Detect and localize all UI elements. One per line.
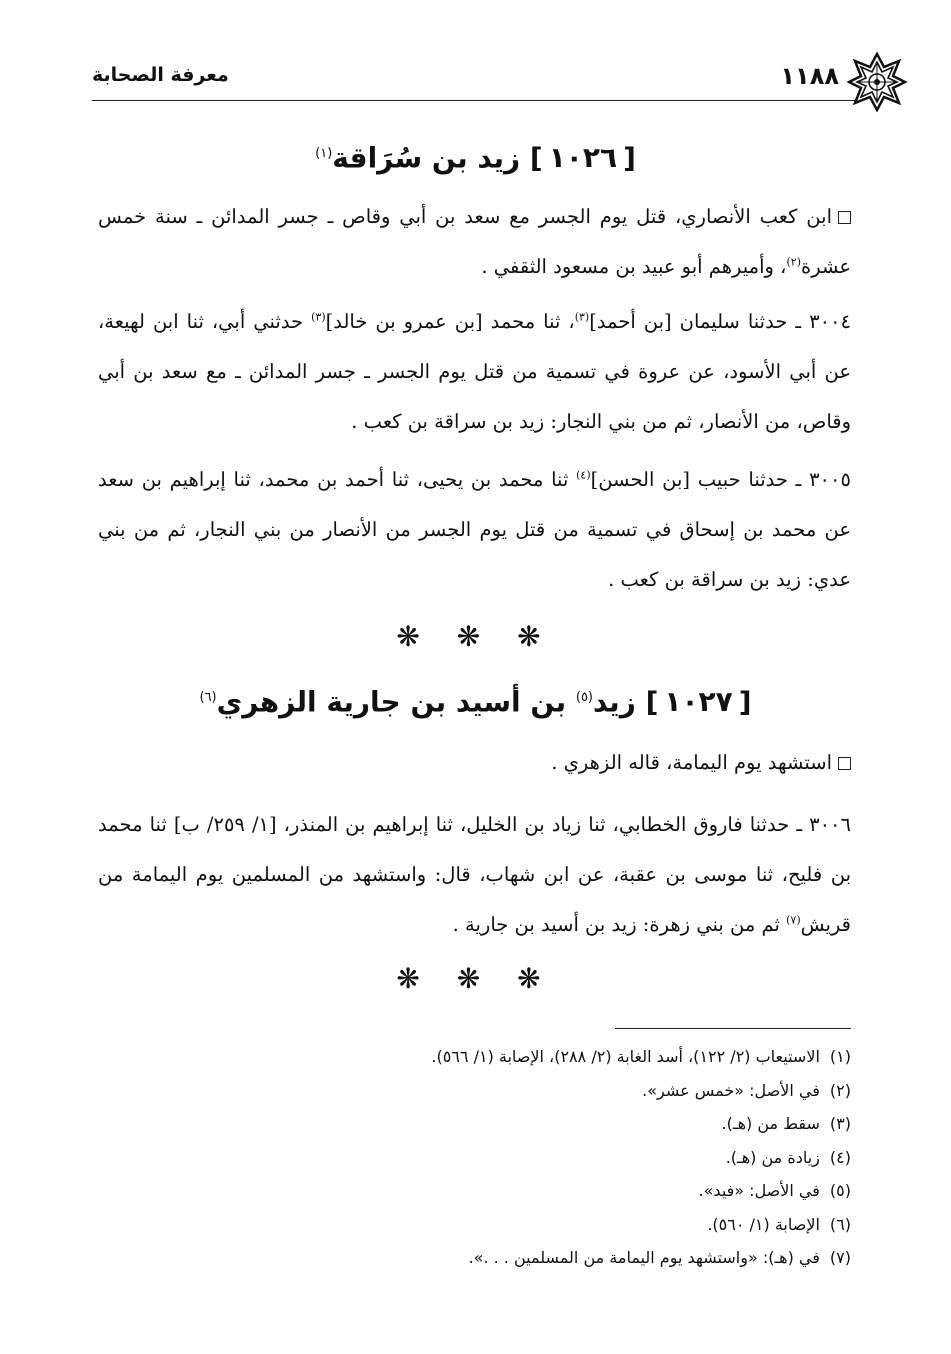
footnote-ref: (١) bbox=[315, 146, 333, 161]
footnote-ref: (٧) bbox=[786, 913, 801, 927]
running-title: معرفة الصحابة bbox=[92, 64, 229, 86]
section-separator: ❋ ❋ ❋ bbox=[396, 962, 555, 995]
intro-text: استشهد يوم اليمامة، قاله الزهري . bbox=[551, 751, 832, 774]
entry-intro-paragraph-2 bbox=[98, 738, 851, 788]
footnote: (٣)سقط من (هـ). bbox=[721, 1114, 851, 1133]
footnotes bbox=[98, 1040, 851, 1275]
footnote-divider bbox=[615, 1028, 851, 1029]
hadith-text: ، ثنا محمد [بن عمرو بن خالد] bbox=[325, 310, 575, 333]
footnote-ref: (٣) bbox=[574, 310, 590, 324]
entry-heading-1027 bbox=[90, 678, 861, 722]
entry-number: ١٠٢٦ bbox=[548, 141, 618, 175]
hadith-text: ٣٠٠٤ ـ حدثنا سليمان [بن أحمد] bbox=[589, 310, 851, 333]
hadith-3006-paragraph bbox=[98, 800, 851, 950]
page-number: ١١٨٨ bbox=[780, 62, 839, 90]
footnote: (١)الاستيعاب (٢/ ١٢٢)، أسد الغابة (٢/ ٢٨٨)، الإصابة (١/ ٥٦٦). bbox=[431, 1047, 851, 1066]
entry-name-rest: بن أسيد بن جارية الزهري bbox=[216, 685, 576, 719]
heading-bracket-open: [ bbox=[738, 685, 752, 719]
hadith-text: ٣٠٠٥ ـ حدثنا حبيب [بن الحسن] bbox=[590, 468, 851, 491]
footnote-ref: (٥) bbox=[575, 690, 593, 705]
entry-name: زيد bbox=[593, 685, 636, 719]
footnote: (٥)في الأصل: «فيد». bbox=[698, 1181, 851, 1200]
hadith-3004-paragraph bbox=[98, 297, 851, 447]
hadith-text: ثنا محمد بن يحيى، ثنا أحمد بن محمد، ثنا إبراهيم بن سعد عن محمد بن إسحاق في تسمية من قتل يوم الجسر من الأنصار من بني النجار، ثم من بني عدي: زيد بن سراقة بن كعب . bbox=[98, 468, 851, 591]
star-ornament-icon bbox=[847, 52, 907, 112]
footnote-ref: (٢) bbox=[786, 255, 801, 269]
running-header bbox=[92, 58, 859, 101]
intro-text: ابن كعب الأنصاري، قتل يوم الجسر مع سعد بن أبي وقاص ـ جسر المدائن ـ سنة خمس عشرة bbox=[98, 205, 851, 278]
footnote-ref: (٤) bbox=[576, 468, 591, 482]
entry-heading-1026 bbox=[90, 134, 861, 178]
entry-number: ١٠٢٧ bbox=[664, 685, 733, 719]
hadith-3005-paragraph bbox=[98, 455, 851, 605]
entry-intro-paragraph bbox=[98, 192, 851, 292]
footnote: (٢)في الأصل: «خمس عشر». bbox=[642, 1080, 851, 1100]
footnote: (٤)زيادة من (هـ). bbox=[725, 1147, 851, 1167]
hadith-text: حدثني أبي، ثنا ابن لهيعة، عن أبي الأسود، عن عروة في تسمية من قتل يوم الجسر ـ جسر المدائن ـ مع سعد بن أبي وقاص، من الأنصار، ثم من بني النجار: زيد بن سراقة بن كعب . bbox=[98, 310, 851, 433]
hadith-text: ٣٠٠٦ ـ حدثنا فاروق الخطابي، ثنا زياد بن الخليل، ثنا إبراهيم بن المنذر، [١/ ٢٥٩/ ب] ثنا محمد بن فليح، ثنا موسى بن عقبة، عن ابن شهاب، قال: واستشهد من المسلمين يوم اليمامة من قريش bbox=[98, 813, 851, 936]
hadith-text: ثم من بني زهرة: زيد بن أسيد بن جارية . bbox=[452, 913, 787, 936]
section-separator: ❋ ❋ ❋ bbox=[396, 620, 555, 653]
footnote: (٧)في (هـ): «واستشهد يوم اليمامة من المسلمين . . .». bbox=[468, 1248, 851, 1267]
footnote-ref: (٦) bbox=[199, 690, 217, 705]
heading-bracket-close: ] bbox=[645, 685, 659, 719]
heading-bracket-open: [ bbox=[623, 141, 636, 175]
footnote: (٦)الإصابة (١/ ٥٦٠). bbox=[707, 1214, 851, 1234]
intro-text-end: ، وأميرهم أبو عبيد بن مسعود الثقفي . bbox=[481, 255, 787, 278]
square-bullet-icon bbox=[838, 757, 851, 770]
entry-name: زيد بن سُرَاقة bbox=[332, 141, 521, 175]
footnote-ref: (٣) bbox=[311, 310, 326, 324]
heading-bracket-close: ] bbox=[529, 141, 543, 175]
square-bullet-icon bbox=[838, 211, 851, 224]
